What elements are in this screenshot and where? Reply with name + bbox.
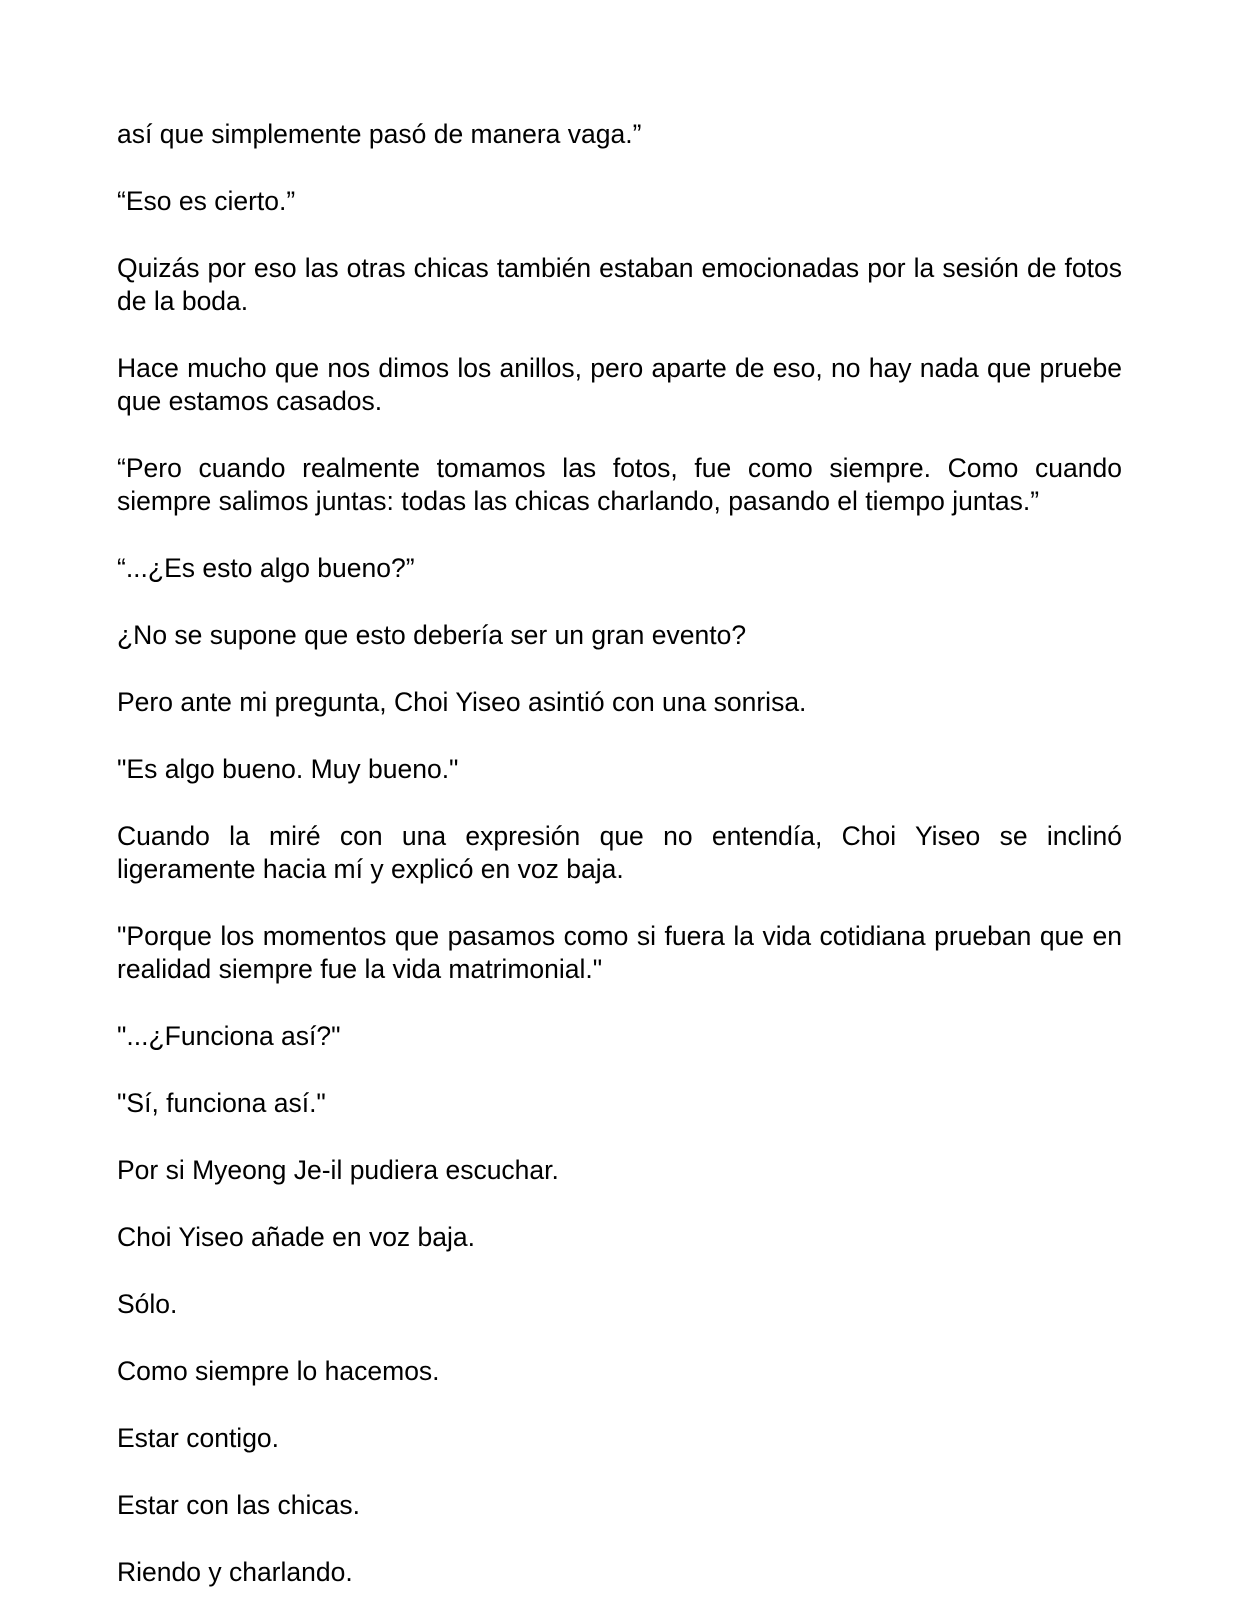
paragraph: Hace mucho que nos dimos los anillos, pero aparte de eso, no hay nada que pruebe que estamos casados. [117, 353, 1122, 416]
paragraph: Por si Myeong Je-il pudiera escuchar. [117, 1155, 559, 1185]
paragraph: "Es algo bueno. Muy bueno." [117, 754, 459, 784]
paragraph: así que simplemente pasó de manera vaga.” [117, 119, 642, 149]
paragraph: Cuando la miré con una expresión que no entendía, Choi Yiseo se inclinó ligeramente hacia mí y explicó en voz baja. [117, 821, 1122, 884]
paragraph: "Sí, funciona así." [117, 1088, 326, 1118]
paragraph: ¿No se supone que esto debería ser un gran evento? [117, 620, 747, 650]
paragraph: "Porque los momentos que pasamos como si fuera la vida cotidiana prueban que en realidad siempre fue la vida matrimonial." [117, 921, 1122, 984]
paragraph: Choi Yiseo añade en voz baja. [117, 1222, 476, 1252]
paragraph: Estar contigo. [117, 1423, 280, 1453]
paragraph: Sólo. [117, 1289, 178, 1319]
paragraph: Estar con las chicas. [117, 1490, 361, 1520]
paragraph: Quizás por eso las otras chicas también estaban emocionadas por la sesión de fotos de la boda. [117, 253, 1122, 316]
paragraph: Como siempre lo hacemos. [117, 1356, 440, 1386]
paragraph: “Pero cuando realmente tomamos las fotos, fue como siempre. Como cuando siempre salimos juntas: todas las chicas charlando, pasando el tiempo juntas.” [117, 453, 1122, 516]
paragraph: Pero ante mi pregunta, Choi Yiseo asintió con una sonrisa. [117, 687, 807, 717]
paragraph: “...¿Es esto algo bueno?” [117, 553, 415, 583]
document-body [117, 118, 1122, 1623]
paragraph: “Eso es cierto.” [117, 186, 296, 216]
paragraph: "...¿Funciona así?" [117, 1021, 341, 1051]
paragraph: Riendo y charlando. [117, 1557, 353, 1587]
